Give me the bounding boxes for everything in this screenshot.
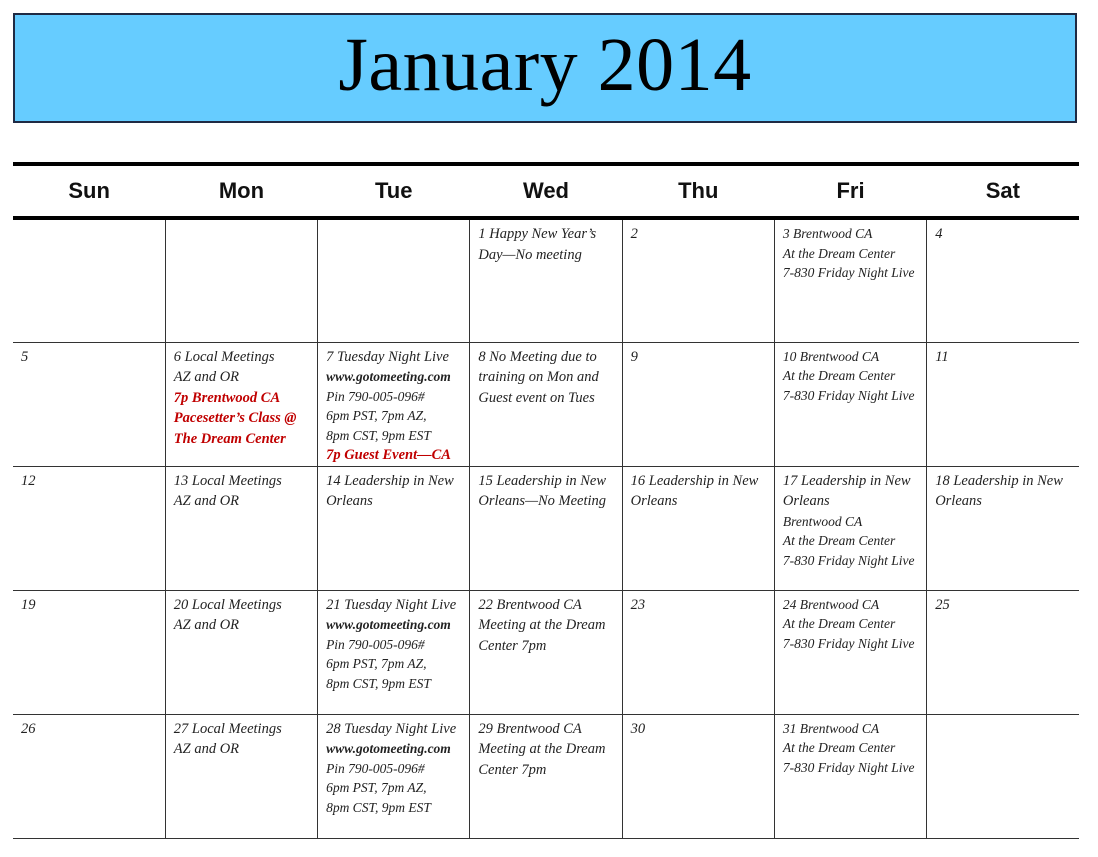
event-text: 7 Tuesday Night Live — [326, 348, 449, 365]
event-text: At the Dream Center — [782, 368, 896, 383]
event-text: 4 — [935, 226, 943, 242]
weekday-header: Thu — [622, 164, 774, 218]
day-cell-22 — [470, 590, 622, 714]
day-cell-21 — [318, 590, 470, 714]
day-cell-23 — [622, 590, 774, 714]
event-text: 31 Brentwood CA — [782, 720, 880, 736]
empty-day-cell — [13, 218, 165, 342]
weekday-header: Mon — [165, 164, 317, 218]
day-cell-5 — [13, 342, 165, 466]
day-cell-17 — [774, 466, 926, 590]
event-text: 25 — [935, 596, 950, 613]
event-text: The Dream Center — [173, 430, 286, 447]
event-text: 7-830 Friday Night Live — [782, 759, 915, 775]
event-text: AZ and OR — [173, 369, 240, 385]
day-cell-1 — [470, 218, 622, 342]
event-text: Pin 790-005-096# — [326, 636, 425, 652]
event-text: 7-830 Friday Night Live — [782, 387, 915, 403]
event-text: 27 Local Meetings — [173, 720, 282, 737]
day-cell-7 — [318, 342, 470, 466]
event-text: 7p Brentwood CA — [173, 389, 281, 406]
event-text: 5 — [21, 348, 29, 365]
event-text: 3 Brentwood CA — [782, 226, 873, 241]
event-text: 8 No Meeting due to training on Mon and Guest event on Tues — [478, 348, 599, 406]
event-text: 17 Leadership in New — [782, 472, 911, 489]
event-text: 20 Local Meetings — [173, 596, 282, 613]
page-title: January 2014 — [338, 23, 752, 107]
week-row — [13, 714, 1079, 838]
event-text: 2 — [630, 226, 638, 242]
calendar-body — [13, 218, 1079, 838]
day-cell-31 — [774, 714, 926, 838]
weekday-header: Sat — [927, 164, 1079, 218]
event-text: 11 — [935, 348, 949, 365]
event-text: 7p Guest Event—CA — [326, 447, 451, 463]
event-text: 19 — [21, 596, 36, 613]
weekday-header: Fri — [774, 164, 926, 218]
event-text: 6 Local Meetings — [173, 348, 275, 365]
week-row — [13, 466, 1079, 590]
day-cell-11 — [927, 342, 1079, 466]
event-text: 6pm PST, 7pm AZ, — [326, 780, 427, 795]
event-text: www.gotomeeting.com — [326, 617, 451, 632]
day-cell-16 — [622, 466, 774, 590]
day-cell-15 — [470, 466, 622, 590]
week-row — [13, 342, 1079, 466]
event-text: 26 — [21, 720, 36, 737]
event-text: 10 Brentwood CA — [782, 348, 880, 364]
event-text: 6pm PST, 7pm AZ, — [326, 408, 427, 423]
day-cell-30 — [622, 714, 774, 838]
event-text: AZ and OR — [173, 617, 240, 633]
empty-day-cell — [165, 218, 317, 342]
event-text: Pin 790-005-096# — [326, 760, 425, 776]
weekday-header: Tue — [318, 164, 470, 218]
day-cell-27 — [165, 714, 317, 838]
day-cell-14 — [318, 466, 470, 590]
week-row — [13, 590, 1079, 714]
event-text: Brentwood CA — [782, 513, 863, 529]
event-text: 12 — [21, 472, 36, 489]
event-text: www.gotomeeting.com — [326, 741, 451, 756]
event-text: www.gotomeeting.com — [326, 369, 451, 384]
event-text: At the Dream Center — [782, 740, 896, 755]
day-cell-28 — [318, 714, 470, 838]
event-text: 21 Tuesday Night Live — [326, 596, 457, 613]
day-cell-29 — [470, 714, 622, 838]
event-text: 13 Local Meetings — [173, 472, 282, 489]
day-cell-10 — [774, 342, 926, 466]
day-cell-19 — [13, 590, 165, 714]
event-text: 7-830 Friday Night Live — [782, 552, 915, 568]
event-text: 28 Tuesday Night Live — [326, 720, 457, 737]
event-text: 9 — [630, 348, 638, 365]
event-text: 14 Leadership in New Orleans — [326, 472, 454, 509]
event-text: 7-830 Friday Night Live — [782, 265, 915, 280]
event-text: Orleans — [782, 493, 830, 509]
event-text: 18 Leadership in New Orleans — [935, 472, 1063, 509]
empty-day-cell — [927, 714, 1079, 838]
day-cell-20 — [165, 590, 317, 714]
weekday-header: Wed — [470, 164, 622, 218]
weekday-header-row — [13, 164, 1079, 218]
event-text: At the Dream Center — [782, 533, 896, 548]
event-text: 29 Brentwood CA Meeting at the Dream Center 7pm — [478, 720, 606, 778]
event-text: At the Dream Center — [782, 616, 896, 631]
day-cell-12 — [13, 466, 165, 590]
event-text: 16 Leadership in New Orleans — [630, 472, 759, 509]
event-text: 8pm CST, 9pm EST — [326, 799, 431, 815]
day-cell-9 — [622, 342, 774, 466]
event-text: 8pm CST, 9pm EST — [326, 427, 431, 443]
day-cell-8 — [470, 342, 622, 466]
month-banner — [13, 13, 1077, 123]
day-cell-4 — [927, 218, 1079, 342]
event-text: 15 Leadership in New Orleans—No Meeting — [478, 472, 607, 509]
day-cell-6 — [165, 342, 317, 466]
event-text: Pacesetter’s Class @ — [173, 410, 297, 426]
event-text: 1 Happy New Year’s Day—No meeting — [478, 226, 597, 263]
day-cell-13 — [165, 466, 317, 590]
day-cell-24 — [774, 590, 926, 714]
event-text: AZ and OR — [173, 741, 240, 757]
event-text: Pin 790-005-096# — [326, 388, 425, 404]
event-text: 7-830 Friday Night Live — [782, 635, 915, 651]
event-text: 8pm CST, 9pm EST — [326, 675, 431, 691]
event-text: 30 — [630, 720, 646, 737]
calendar-grid — [13, 162, 1079, 839]
day-cell-18 — [927, 466, 1079, 590]
empty-day-cell — [318, 218, 470, 342]
week-row — [13, 218, 1079, 342]
day-cell-2 — [622, 218, 774, 342]
day-cell-25 — [927, 590, 1079, 714]
event-text: 6pm PST, 7pm AZ, — [326, 656, 427, 671]
event-text: 24 Brentwood CA — [782, 596, 880, 612]
day-cell-3 — [774, 218, 926, 342]
day-cell-26 — [13, 714, 165, 838]
event-text: 22 Brentwood CA Meeting at the Dream Center 7pm — [478, 596, 606, 654]
weekday-header: Sun — [13, 164, 165, 218]
event-text: AZ and OR — [173, 493, 240, 509]
event-text: At the Dream Center — [782, 245, 896, 261]
event-text: 23 — [630, 596, 646, 613]
